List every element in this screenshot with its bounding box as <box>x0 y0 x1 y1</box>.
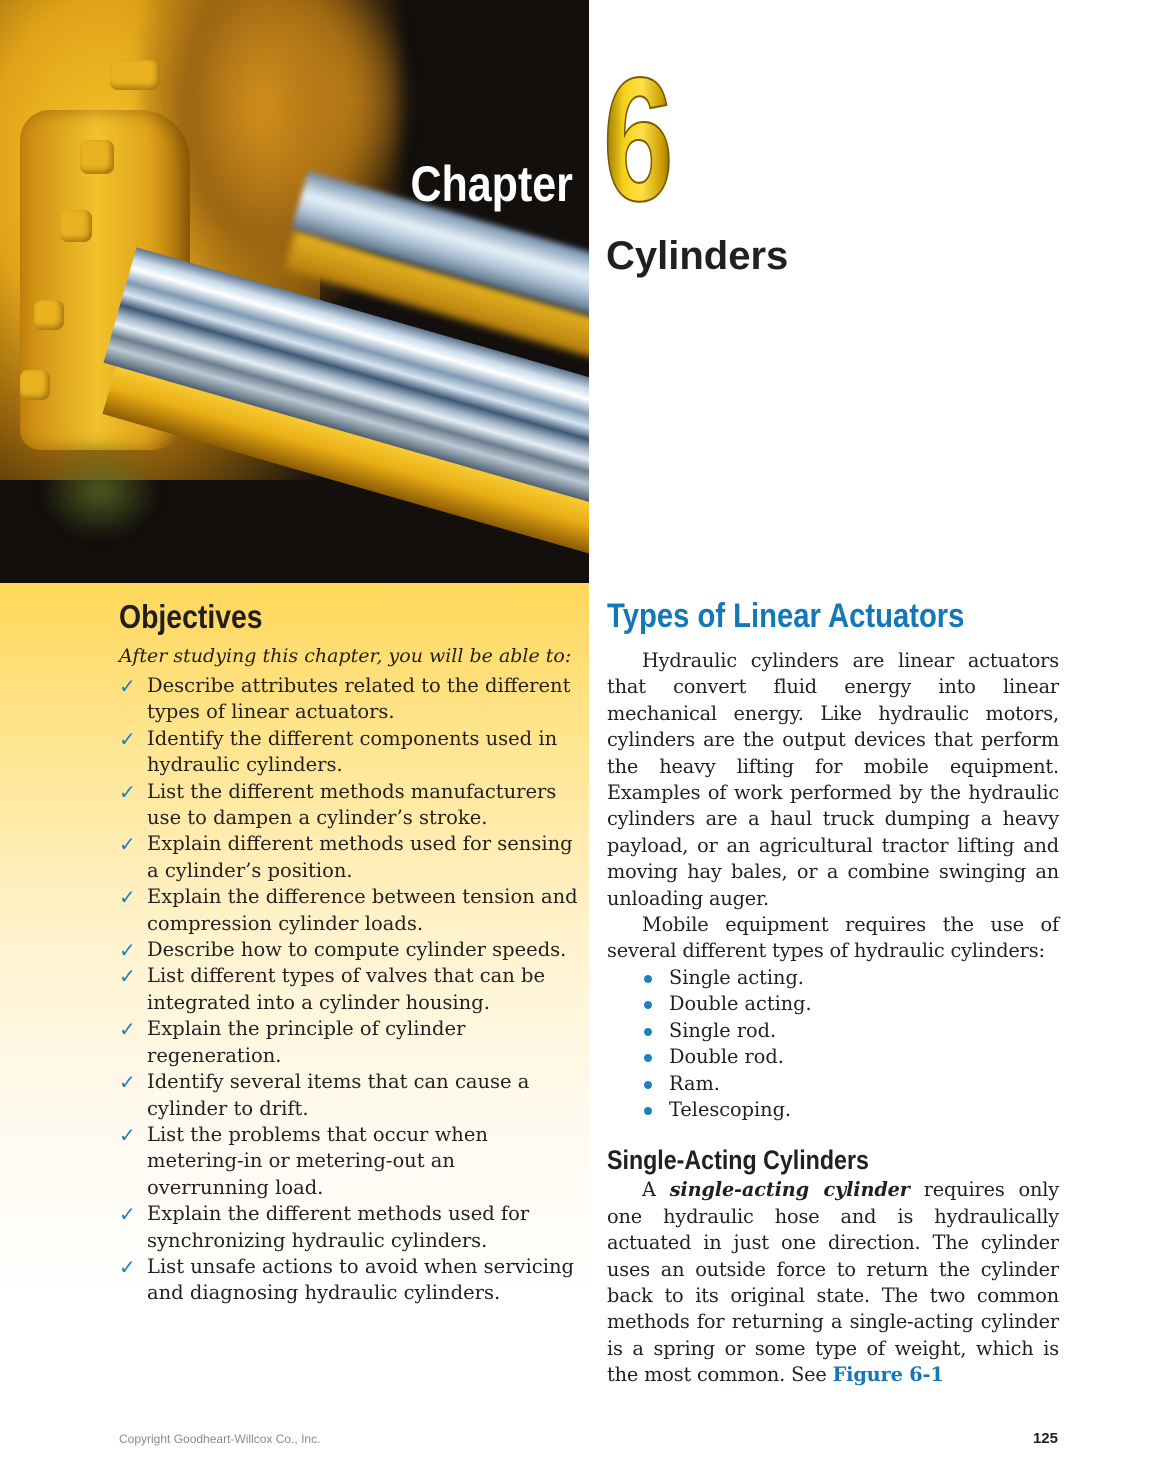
list-item-text: Double rod. <box>669 1045 784 1069</box>
objective-text: Describe how to compute cylinder speeds. <box>147 938 567 962</box>
objective-text: Explain the difference between tension and compression cylinder loads. <box>147 885 578 935</box>
paragraph-text: requires only one hydraulic hose and is hydraulically actuated in just one direction. The cylinder uses an outside force to return the cylinder back to its original state. The two common methods for returning a single-acting cylinder is a spring or some type of weight, which is the most common. See <box>607 1178 1059 1387</box>
list-item <box>607 1097 1059 1123</box>
checkmark-icon: ✓ <box>119 1254 136 1279</box>
list-item <box>607 1018 1059 1044</box>
subsection-heading: Single-Acting Cylinders <box>607 1145 869 1176</box>
list-item-text: Ram. <box>669 1071 720 1095</box>
objective-text: Identify the different components used in hydraulic cylinders. <box>147 726 558 777</box>
bullet-icon <box>644 1107 652 1115</box>
objective-item <box>119 779 579 832</box>
checkmark-icon: ✓ <box>119 885 136 910</box>
body-paragraph: Hydraulic cylinders are linear actuators that convert fluid energy into linear mechanical energy. Like hydraulic motors, cylinders are the output devices that perform the heavy lifting for mobile equipment. Examples of work performed by the hydraulic cylinders are a haul truck dumping a heavy payload, or an agricultural tractor lifting and moving hay bales, or a combine swinging an unloading auger. <box>607 649 1059 910</box>
photo-bolt <box>34 300 64 330</box>
objectives-intro: After studying this chapter, you will be able to: <box>119 645 572 667</box>
list-item <box>607 991 1059 1017</box>
bullet-icon <box>644 1001 652 1009</box>
objective-text: List different types of valves that can be integrated into a cylinder housing. <box>147 964 546 1014</box>
figure-reference-link[interactable]: Figure 6-1 <box>832 1363 944 1387</box>
list-item <box>607 965 1059 991</box>
photo-bolt <box>80 140 114 174</box>
objective-item <box>119 831 579 884</box>
chapter-number: 6 <box>603 42 674 238</box>
objective-item <box>119 1122 579 1201</box>
chapter-label: Chapter <box>410 156 573 212</box>
bullet-icon <box>644 1054 652 1062</box>
list-item-text: Telescoping. <box>669 1097 792 1121</box>
objective-item <box>119 1016 579 1069</box>
checkmark-icon: ✓ <box>119 964 136 989</box>
checkmark-icon: ✓ <box>119 1070 136 1095</box>
objective-text: Identify several items that can cause a cylinder to drift. <box>147 1070 530 1120</box>
photo-nut <box>110 60 160 90</box>
section-heading: Types of Linear Actuators <box>607 597 965 635</box>
photo-foliage-blur <box>40 440 160 540</box>
objective-text: List the problems that occur when metering-in or metering-out an overrunning load. <box>147 1122 488 1199</box>
objective-text: List the different methods manufacturers use to dampen a cylinder’s stroke. <box>147 779 557 830</box>
bullet-icon <box>644 1028 652 1036</box>
photo-background-blur <box>250 0 410 200</box>
copyright-notice: Copyright Goodheart-Willcox Co., Inc. <box>119 1432 321 1446</box>
objective-text: Describe attributes related to the different types of linear actuators. <box>147 674 571 724</box>
body-paragraph: Mobile equipment requires the use of several different types of hydraulic cylinders: <box>607 913 1059 963</box>
chapter-title: Cylinders <box>606 234 789 278</box>
objectives-panel <box>0 583 589 1303</box>
checkmark-icon: ✓ <box>119 1202 136 1227</box>
objectives-heading: Objectives <box>119 598 263 635</box>
hero-photo <box>0 0 589 583</box>
checkmark-icon: ✓ <box>119 938 136 963</box>
cylinder-types-list <box>607 965 1059 1123</box>
checkmark-icon: ✓ <box>119 674 136 698</box>
objective-item <box>119 673 579 726</box>
objective-text: List unsafe actions to avoid when servicing and diagnosing hydraulic cylinders. <box>147 1254 575 1305</box>
objective-text: Explain the different methods used for synchronizing hydraulic cylinders. <box>147 1202 530 1252</box>
objective-item <box>119 937 579 963</box>
objective-text: Explain the principle of cylinder regeneration. <box>147 1017 466 1067</box>
objective-item <box>119 1069 579 1122</box>
list-item-text: Double acting. <box>669 992 812 1016</box>
page-number: 125 <box>1032 1430 1058 1447</box>
photo-bolt <box>60 210 92 242</box>
checkmark-icon: ✓ <box>119 832 136 857</box>
objective-item <box>119 1201 579 1254</box>
main-content <box>607 596 1059 1389</box>
objective-item <box>119 726 579 779</box>
body-paragraph <box>607 1177 1059 1388</box>
checkmark-icon: ✓ <box>119 1122 136 1147</box>
objective-item <box>119 884 579 937</box>
checkmark-icon: ✓ <box>119 1017 136 1042</box>
checkmark-icon: ✓ <box>119 726 136 751</box>
paragraph-text: A <box>642 1178 670 1202</box>
list-item <box>607 1071 1059 1097</box>
bullet-icon <box>644 1081 652 1089</box>
objective-item <box>119 1254 579 1307</box>
list-item <box>607 1044 1059 1070</box>
list-item-text: Single acting. <box>669 965 804 989</box>
objectives-list <box>119 673 579 1307</box>
photo-bolt <box>20 370 50 400</box>
key-term: single-acting cylinder <box>669 1178 910 1202</box>
list-item-text: Single rod. <box>669 1018 777 1042</box>
objective-item <box>119 963 579 1016</box>
objective-text: Explain different methods used for sensing a cylinder’s position. <box>147 832 573 882</box>
bullet-icon <box>644 975 652 983</box>
checkmark-icon: ✓ <box>119 779 136 804</box>
